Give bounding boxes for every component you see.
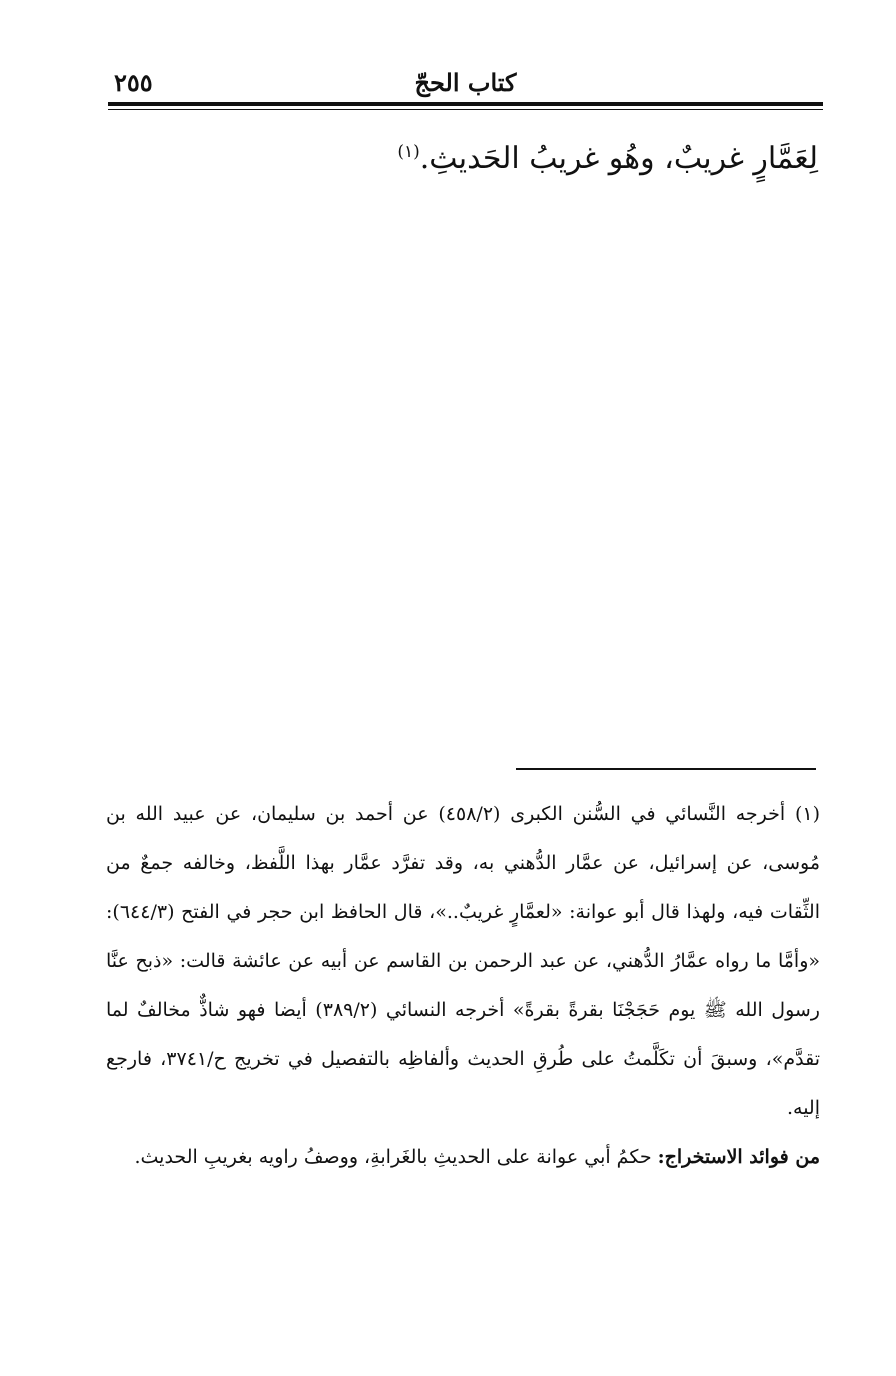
running-header xyxy=(108,62,823,102)
extraction-benefits-text: حكمُ أبي عوانة على الحديثِ بالغَرابةِ، ووصفُ راويه بغريبِ الحديث. xyxy=(134,1146,658,1168)
footnote-divider xyxy=(516,768,816,770)
main-text-line: لِعَمَّارٍ غريبٌ، وهُو غريبُ الحَديثِ. xyxy=(419,141,818,176)
footnotes xyxy=(106,790,820,1182)
extraction-benefits-label: من فوائد الاستخراج: xyxy=(657,1146,820,1168)
footnote-1: (١) أخرجه النَّسائي في السُّنن الكبرى (٤٥٨/٢) عن أحمد بن سليمان، عن عبيد الله بن مُوسى، عن إسرائيل، عن عمَّار الدُّهني به، وقد تفرَّد عمَّار بهذا اللَّفظ، وخالفه جمعٌ من الثِّقات فيه، ولهذا قال أبو عوانة: «لعمَّارٍ غريبٌ..»، قال الحافظ ابن حجر في الفتح (٦٤٤/٣): «وأمَّا ما رواه عمَّارُ الدُّهني، عن عبد الرحمن بن القاسم عن أبيه عن عائشة قالت: «ذبح عنَّا رسول الله ﷺ يوم حَجَجْنَا بقرةً بقرةً» أخرجه النسائي (٣٨٩/٢) أيضا فهو شاذٌّ مخالفٌ لما تقدَّم»، وسبقَ أن تكَلَّمتُ على طُرقِ الحديث وألفاظِه بالتفصيل في تخريج ح/٣٧٤١، فارجع إليه. xyxy=(106,803,821,1119)
header-rule-thin xyxy=(108,109,823,110)
extraction-benefits xyxy=(106,1133,820,1182)
chapter-title: كتاب الحجّ xyxy=(414,68,517,97)
header-rule-thick xyxy=(108,102,823,106)
footnote-reference: (١) xyxy=(397,142,420,162)
main-text xyxy=(118,128,818,183)
page-number: ٢٥٥ xyxy=(114,68,153,97)
